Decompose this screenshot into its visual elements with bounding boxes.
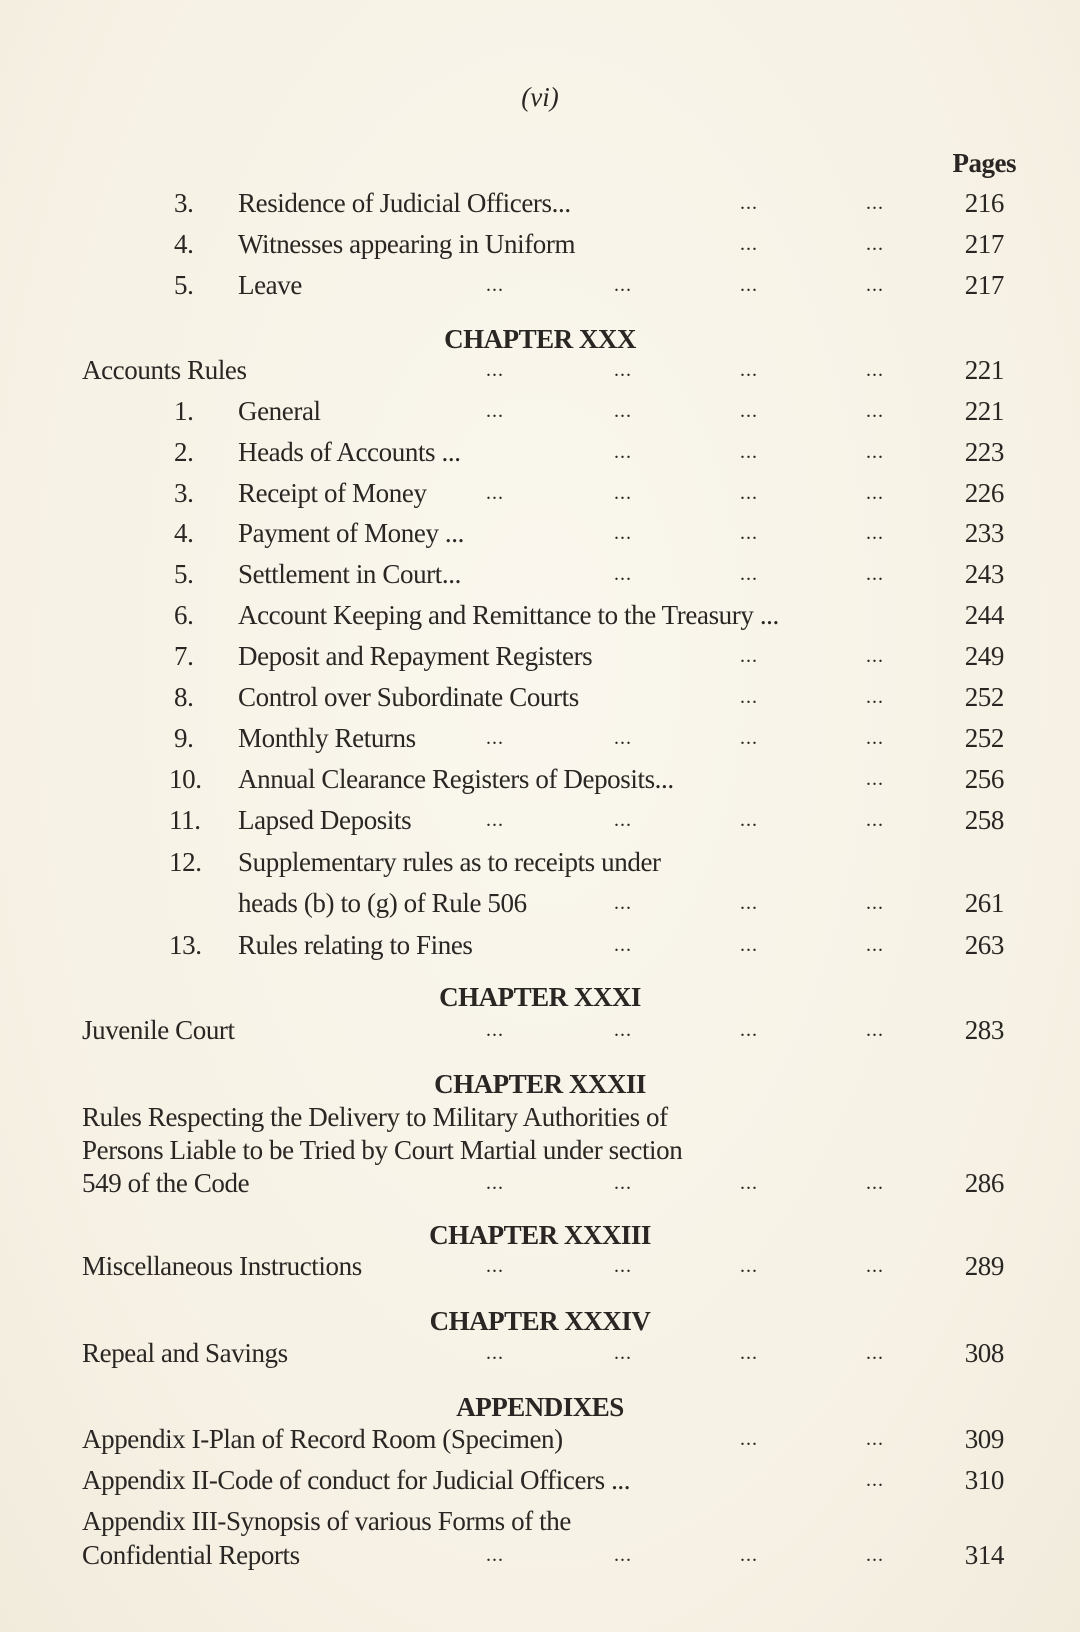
leader-dots: ... <box>486 809 504 831</box>
page-number: 249 <box>964 641 1004 671</box>
entry-number: 5. <box>174 270 194 300</box>
leader-dots: ... <box>866 400 884 422</box>
chapter-heading: CHAPTER XXXIII <box>429 1220 651 1250</box>
leader-dots: ... <box>740 359 758 381</box>
toc-subentry <box>0 680 1080 714</box>
page-number: 256 <box>964 764 1004 794</box>
entry-number: 4. <box>174 518 194 548</box>
chapter-heading: CHAPTER XXXII <box>434 1069 646 1099</box>
page-number: 217 <box>964 270 1004 300</box>
leader-dots: ... <box>866 892 884 914</box>
toc-subentry <box>0 394 1080 428</box>
leader-dots: ... <box>740 1544 758 1566</box>
leader-dots: ... <box>740 809 758 831</box>
leader-dots: ... <box>614 1019 632 1041</box>
entry-title: Receipt of Money <box>238 478 427 508</box>
page-number: 310 <box>964 1465 1004 1495</box>
page-number: 243 <box>964 559 1004 589</box>
toc-subentry <box>0 762 1080 796</box>
page-number: 226 <box>964 478 1004 508</box>
entry-title: Witnesses appearing in Uniform <box>238 229 576 259</box>
chapter-heading: APPENDIXES <box>456 1392 624 1422</box>
toc-entry <box>0 1538 1080 1572</box>
entry-number: 8. <box>174 682 194 712</box>
leader-dots: ... <box>866 522 884 544</box>
leader-dots: ... <box>740 892 758 914</box>
leader-dots: ... <box>486 359 504 381</box>
page-number: 217 <box>964 229 1004 259</box>
leader-dots: ... <box>740 1019 758 1041</box>
entry-number: 4. <box>174 229 194 259</box>
page-folio: (vi) <box>521 82 559 112</box>
page-number: 221 <box>964 355 1004 385</box>
toc-subentry <box>0 516 1080 550</box>
leader-dots: ... <box>866 233 884 255</box>
page-number: 252 <box>964 723 1004 753</box>
page-number: 223 <box>964 437 1004 467</box>
entry-title: Accounts Rules <box>82 355 247 385</box>
leader-dots: ... <box>486 727 504 749</box>
page-number: 261 <box>964 888 1004 918</box>
leader-dots: ... <box>614 892 632 914</box>
toc-subentry <box>0 186 1080 220</box>
page-number: 289 <box>964 1251 1004 1281</box>
toc-subentry <box>0 557 1080 591</box>
entry-number: 10. <box>169 764 202 794</box>
toc-subentry <box>0 845 1080 879</box>
leader-dots: ... <box>614 441 632 463</box>
leader-dots: ... <box>740 1428 758 1450</box>
chapter-heading: CHAPTER XXX <box>444 324 636 354</box>
toc-entry <box>0 1422 1080 1456</box>
entry-number: 5. <box>174 559 194 589</box>
leader-dots: ... <box>866 1019 884 1041</box>
leader-dots: ... <box>486 1172 504 1194</box>
leader-dots: ... <box>614 400 632 422</box>
leader-dots: ... <box>486 400 504 422</box>
leader-dots: ... <box>866 441 884 463</box>
entry-number: 2. <box>174 437 194 467</box>
entry-title: Settlement in Court... <box>238 559 461 589</box>
toc-subentry <box>0 639 1080 673</box>
toc-entry <box>0 353 1080 387</box>
page-number: 233 <box>964 518 1004 548</box>
entry-title: Leave <box>238 270 302 300</box>
chapter-heading: CHAPTER XXXIV <box>429 1306 651 1336</box>
leader-dots: ... <box>740 727 758 749</box>
page-number: 263 <box>964 930 1004 960</box>
leader-dots: ... <box>614 522 632 544</box>
toc-entry <box>0 1504 1080 1538</box>
page-number: 286 <box>964 1168 1004 1198</box>
leader-dots: ... <box>740 441 758 463</box>
leader-dots: ... <box>866 359 884 381</box>
leader-dots: ... <box>740 645 758 667</box>
leader-dots: ... <box>486 274 504 296</box>
entry-title: Rules Respecting the Delivery to Military Authorities of <box>82 1102 668 1132</box>
toc-entry <box>0 1166 1080 1200</box>
entry-number: 6. <box>174 600 194 630</box>
entry-title: Miscellaneous Instructions <box>82 1251 362 1281</box>
leader-dots: ... <box>740 192 758 214</box>
chapter-heading: CHAPTER XXXI <box>439 982 641 1012</box>
leader-dots: ... <box>614 1255 632 1277</box>
leader-dots: ... <box>866 1428 884 1450</box>
leader-dots: ... <box>740 482 758 504</box>
entry-title: Lapsed Deposits <box>238 805 412 835</box>
leader-dots: ... <box>740 522 758 544</box>
leader-dots: ... <box>866 563 884 585</box>
entry-title: Monthly Returns <box>238 723 416 753</box>
entry-number: 12. <box>169 847 202 877</box>
toc-subentry <box>0 476 1080 510</box>
leader-dots: ... <box>866 1172 884 1194</box>
entry-title: Appendix III-Synopsis of various Forms of the <box>82 1506 571 1536</box>
leader-dots: ... <box>740 1255 758 1277</box>
entry-title: Confidential Reports <box>82 1540 300 1570</box>
entry-number: 9. <box>174 723 194 753</box>
page-number: 283 <box>964 1015 1004 1045</box>
leader-dots: ... <box>740 1342 758 1364</box>
toc-subentry <box>0 721 1080 755</box>
leader-dots: ... <box>486 1342 504 1364</box>
toc-entry <box>0 1336 1080 1370</box>
entry-title: Appendix II-Code of conduct for Judicial Officers ... <box>82 1465 631 1495</box>
entry-title: Control over Subordinate Courts <box>238 682 579 712</box>
leader-dots: ... <box>740 233 758 255</box>
leader-dots: ... <box>614 482 632 504</box>
entry-title: Repeal and Savings <box>82 1338 288 1368</box>
entry-title: Juvenile Court <box>82 1015 235 1045</box>
leader-dots: ... <box>866 686 884 708</box>
toc-entry <box>0 1100 1080 1134</box>
leader-dots: ... <box>614 563 632 585</box>
leader-dots: ... <box>866 727 884 749</box>
leader-dots: ... <box>866 809 884 831</box>
page-number: 308 <box>964 1338 1004 1368</box>
page-number: 252 <box>964 682 1004 712</box>
page-number: 221 <box>964 396 1004 426</box>
entry-title: Annual Clearance Registers of Deposits... <box>238 764 674 794</box>
page-number: 309 <box>964 1424 1004 1454</box>
entry-title: Payment of Money ... <box>238 518 464 548</box>
page-number: 244 <box>964 600 1004 630</box>
leader-dots: ... <box>740 400 758 422</box>
page-number: 216 <box>964 188 1004 218</box>
entry-title: heads (b) to (g) of Rule 506 <box>238 888 527 918</box>
toc-subentry <box>0 268 1080 302</box>
toc-subentry <box>0 886 1080 920</box>
toc-subentry <box>0 435 1080 469</box>
leader-dots: ... <box>866 482 884 504</box>
leader-dots: ... <box>614 359 632 381</box>
leader-dots: ... <box>866 768 884 790</box>
pages-column-header: Pages <box>952 148 1016 178</box>
leader-dots: ... <box>614 809 632 831</box>
toc-subentry <box>0 227 1080 261</box>
toc-subentry <box>0 803 1080 837</box>
leader-dots: ... <box>614 274 632 296</box>
leader-dots: ... <box>486 482 504 504</box>
toc-subentry <box>0 928 1080 962</box>
leader-dots: ... <box>614 1544 632 1566</box>
page-number: 258 <box>964 805 1004 835</box>
entry-title: Deposit and Repayment Registers <box>238 641 593 671</box>
leader-dots: ... <box>866 1255 884 1277</box>
leader-dots: ... <box>614 934 632 956</box>
leader-dots: ... <box>866 1342 884 1364</box>
leader-dots: ... <box>614 1342 632 1364</box>
entry-title: Rules relating to Fines <box>238 930 473 960</box>
toc-subentry <box>0 598 1080 632</box>
leader-dots: ... <box>740 274 758 296</box>
leader-dots: ... <box>486 1255 504 1277</box>
leader-dots: ... <box>866 934 884 956</box>
leader-dots: ... <box>866 192 884 214</box>
entry-number: 1. <box>174 396 194 426</box>
leader-dots: ... <box>740 686 758 708</box>
leader-dots: ... <box>740 1172 758 1194</box>
leader-dots: ... <box>614 1172 632 1194</box>
leader-dots: ... <box>866 1469 884 1491</box>
toc-entry <box>0 1463 1080 1497</box>
entry-number: 3. <box>174 478 194 508</box>
entry-title: 549 of the Code <box>82 1168 250 1198</box>
entry-title: Supplementary rules as to receipts under <box>238 847 661 877</box>
entry-number: 7. <box>174 641 194 671</box>
entry-title: Account Keeping and Remittance to the Treasury ... <box>238 600 779 630</box>
entry-title: Heads of Accounts ... <box>238 437 461 467</box>
leader-dots: ... <box>486 1019 504 1041</box>
leader-dots: ... <box>740 934 758 956</box>
entry-number: 3. <box>174 188 194 218</box>
toc-entry <box>0 1249 1080 1283</box>
toc-entry <box>0 1133 1080 1167</box>
leader-dots: ... <box>866 1544 884 1566</box>
entry-title: Persons Liable to be Tried by Court Martial under section <box>82 1135 683 1165</box>
leader-dots: ... <box>486 1544 504 1566</box>
leader-dots: ... <box>866 645 884 667</box>
entry-title: Appendix I-Plan of Record Room (Specimen) <box>82 1424 563 1454</box>
entry-title: General <box>238 396 321 426</box>
entry-number: 11. <box>169 805 201 835</box>
entry-title: Residence of Judicial Officers... <box>238 188 571 218</box>
leader-dots: ... <box>866 274 884 296</box>
leader-dots: ... <box>614 727 632 749</box>
leader-dots: ... <box>740 563 758 585</box>
entry-number: 13. <box>169 930 202 960</box>
page-number: 314 <box>964 1540 1004 1570</box>
toc-entry <box>0 1013 1080 1047</box>
